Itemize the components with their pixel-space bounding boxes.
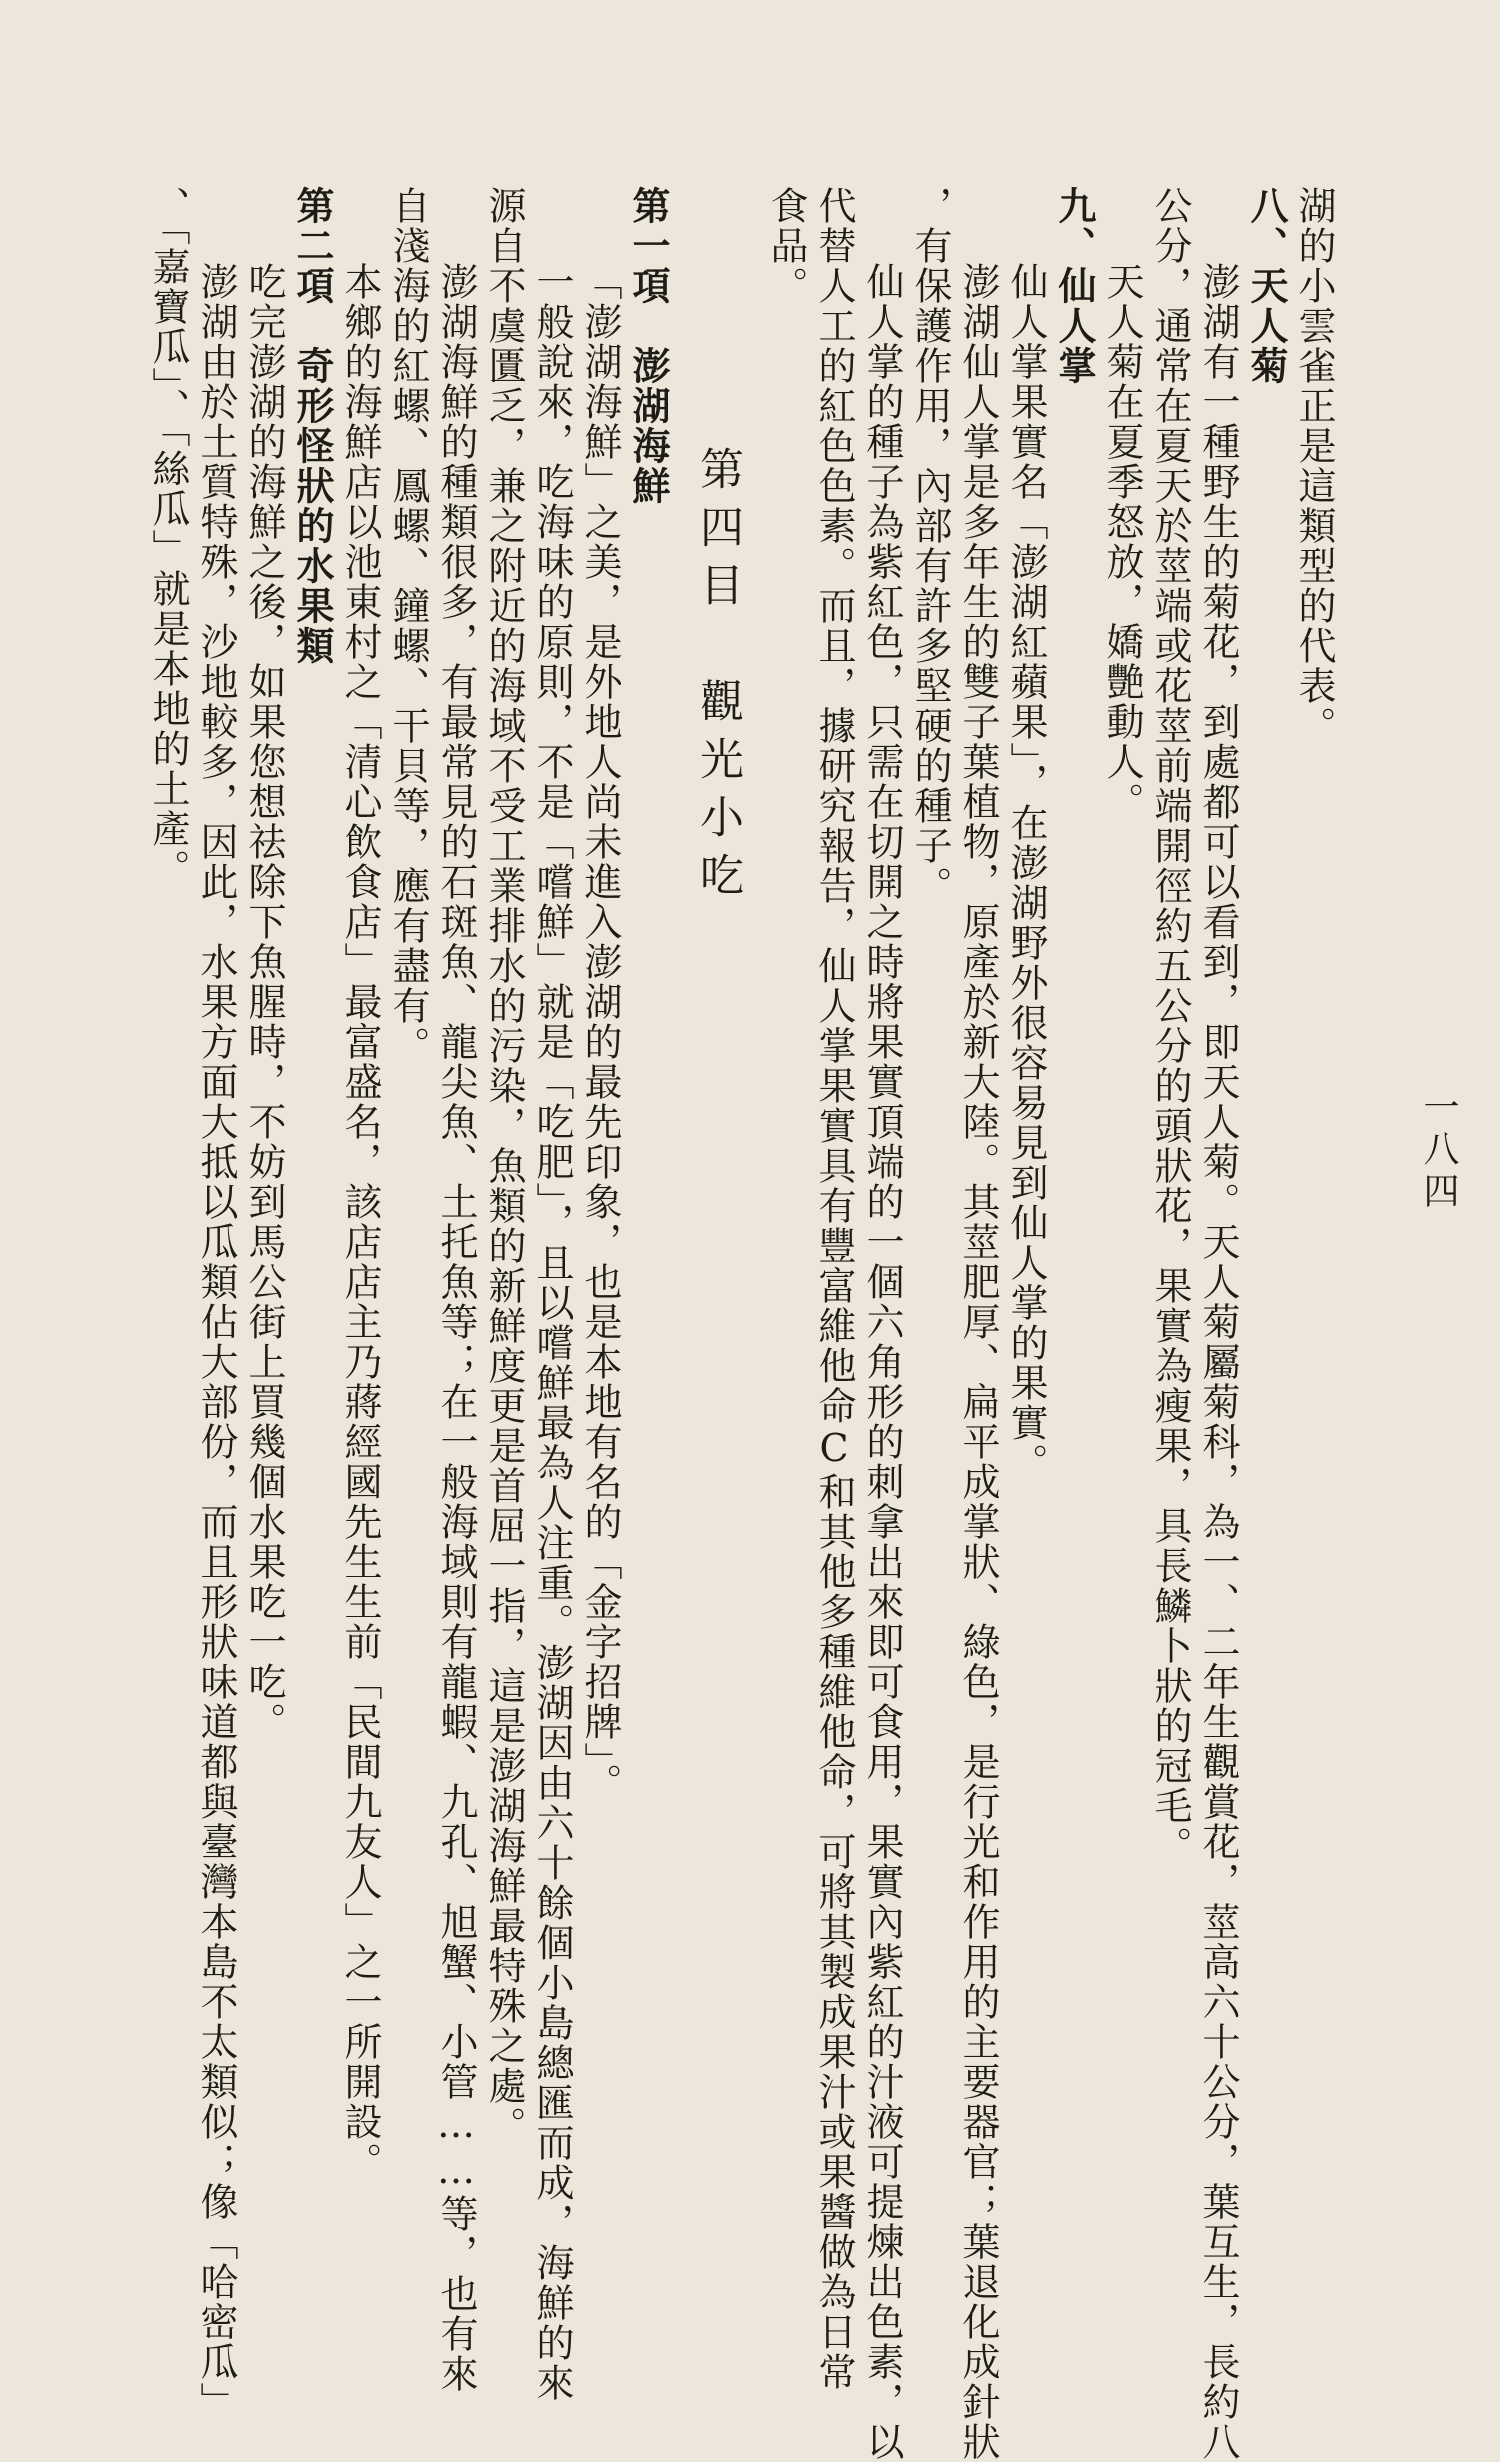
text-column: 天人菊在夏季怒放，嬌艷動人。	[1100, 262, 1144, 822]
text-column: 食品。	[764, 186, 808, 306]
heading-tianrenju: 八、天人菊	[1244, 186, 1289, 386]
text-column: 澎湖有一種野生的菊花，到處都可以看到，即天人菊。天人菊屬菊科，為一、二年生觀賞花，莖高六十公分，葉互生，長約八	[1196, 262, 1240, 2462]
text-column: 源自不虞匱乏，兼之附近的海域不受工業排水的污染，魚類的新鮮度更是首屈一指，這是澎湖海鮮最特殊之處。	[482, 186, 526, 2146]
text-column: 仙人掌果實名「澎湖紅蘋果」，在澎湖野外很容易見到仙人掌的果實。	[1004, 262, 1048, 1483]
text-column: 自淺海的紅螺、鳳螺、鐘螺、干貝等，應有盡有。	[386, 186, 430, 1066]
text-column: 澎湖由於土質特殊，沙地較多，因此，水果方面大抵以瓜類佔大部份，而且形狀味道都與臺灣本島不太類似；像「哈密瓜」	[194, 262, 238, 2422]
text-column: 吃完澎湖的海鮮之後，如果您想祛除下魚腥時，不妨到馬公街上買幾個水果吃一吃。	[242, 262, 286, 1742]
text-column: 湖的小雲雀正是這類型的代表。	[1292, 186, 1336, 746]
vertical-text-body	[146, 186, 1338, 2462]
text-column: 澎湖仙人掌是多年生的雙子葉植物，原產於新大陸。其莖肥厚、扁平成掌狀、綠色，是行光和作用的主要器官；葉退化成針狀	[956, 262, 1000, 2462]
text-column: 澎湖海鮮的種類很多，有最常見的石斑魚、龍尖魚、土托魚等；在一般海域則有龍蝦、九孔、旭蟹、小管……等，也有來	[434, 262, 478, 2394]
subheading-seafood: 第一項 澎湖海鮮	[626, 186, 671, 506]
text-column: ，有保護作用，內部有許多堅硬的種子。	[908, 186, 952, 906]
section-title: 第四目 觀光小吃	[692, 446, 743, 910]
text-column: 「澎湖海鮮」之美，是外地人尚未進入澎湖的最先印象，也是本地有名的「金字招牌」。	[578, 262, 622, 1803]
text-column: 本鄉的海鮮店以池東村之「清心飲食店」最富盛名，該店店主乃蔣經國先生生前「民間九友人」之一所開設。	[338, 262, 382, 2182]
text-column: 代替人工的紅色色素。而且，據研究報告，仙人掌果實具有豐富維他命C和其他多種維他命，可將其製成果汁或果醬做為日常	[812, 186, 856, 2392]
text-column: 、「嘉寶瓜」、「絲瓜」就是本地的土產。	[146, 186, 190, 889]
text-column: 一般說來，吃海味的原則，不是「嚐鮮」就是「吃肥」，且以嚐鮮最為人注重。澎湖因由六十餘個小島總匯而成，海鮮的來	[530, 262, 574, 2403]
text-column: 公分，通常在夏天於莖端或花莖前端開徑約五公分的頭狀花，果實為瘦果，具長鱗卜狀的冠毛。	[1148, 186, 1192, 1866]
page-number: 一八四	[1418, 1088, 1459, 1214]
heading-xianrenzhang: 九、仙人掌	[1052, 186, 1097, 386]
subheading-fruits: 第二項 奇形怪狀的水果類	[290, 186, 335, 666]
text-column: 仙人掌的種子為紫紅色，只需在切開之時將果實頂端的一個六角形的刺拿出來即可食用，果實內紫紅的汁液可提煉出色素，以	[860, 262, 904, 2462]
